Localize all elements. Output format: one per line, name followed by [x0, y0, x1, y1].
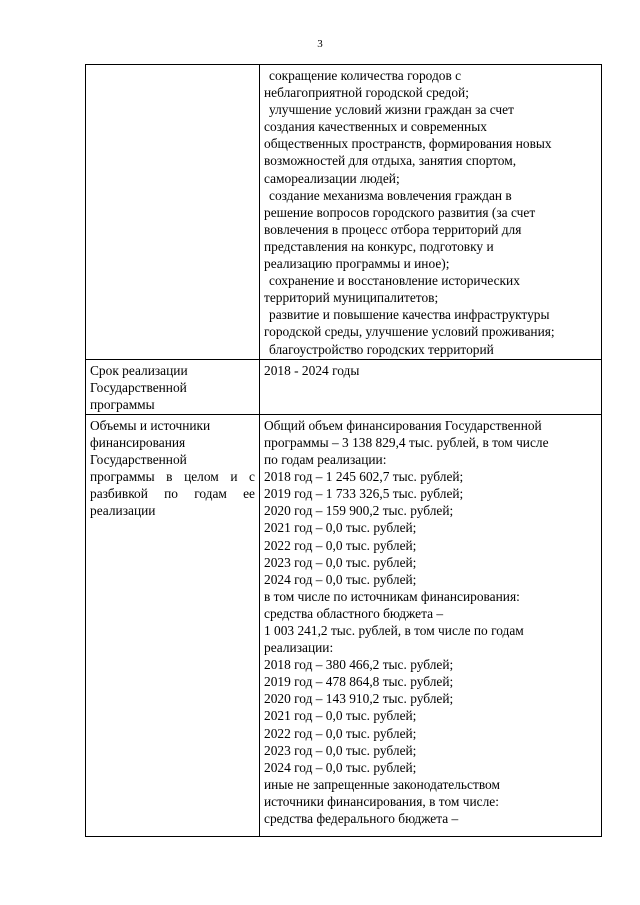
content-line: 2019 год – 478 864,8 тыс. рублей; [264, 674, 454, 690]
row-content-cell [260, 414, 602, 836]
table-row-financing [86, 414, 602, 836]
row-label-cell [86, 359, 260, 414]
content-line: иные не запрещенные законодательством [264, 776, 500, 792]
label-line: программы в целом и с [90, 469, 255, 485]
label-line: реализации [90, 503, 156, 519]
content-line: средства федерального бюджета – [264, 811, 459, 827]
content-line: возможностей для отдыха, занятия спортом, [264, 153, 517, 169]
content-line: средства областного бюджета – [264, 605, 444, 621]
row-content-cell [260, 359, 602, 414]
row-label-cell [86, 414, 260, 836]
content-line: Общий объем финансирования Государственной [264, 417, 542, 433]
content-line: 2021 год – 0,0 тыс. рублей; [264, 708, 417, 724]
content-line: сохранение и восстановление исторических [269, 273, 520, 289]
label-line: программы [90, 396, 155, 412]
content-line: 2018 - 2024 годы [264, 362, 360, 378]
table-row-period [86, 359, 602, 414]
content-line: сокращение количества городов с [269, 68, 462, 83]
content-line: неблагоприятной городской средой; [264, 85, 469, 101]
passport-table [85, 64, 602, 837]
row-content-cell [260, 65, 602, 360]
content-line: создание механизма вовлечения граждан в [269, 187, 512, 203]
content-line: 2020 год – 159 900,2 тыс. рублей; [264, 503, 454, 519]
content-line: благоустройство городских территорий [269, 341, 494, 357]
label-line: Государственной [90, 379, 187, 395]
label-line: разбивкой по годам ее [90, 486, 255, 502]
content-line: 2021 год – 0,0 тыс. рублей; [264, 520, 417, 536]
content-line: 2023 год – 0,0 тыс. рублей; [264, 554, 417, 570]
content-line: вовлечения в процесс отбора территорий для [264, 221, 522, 237]
content-line: 2019 год – 1 733 326,5 тыс. рублей; [264, 486, 464, 502]
content-line: реализации: [264, 640, 334, 656]
content-line: самореализации людей; [264, 170, 400, 186]
content-line: представления на конкурс, подготовку и [264, 238, 494, 254]
content-line: реализацию программы и иное); [264, 256, 450, 272]
content-line: территорий муниципалитетов; [264, 290, 439, 306]
label-line: Государственной [90, 452, 187, 468]
row-label-cell [86, 65, 260, 360]
content-line: по годам реализации: [264, 452, 387, 468]
content-line: 2022 год – 0,0 тыс. рублей; [264, 725, 417, 741]
content-line: 2020 год – 143 910,2 тыс. рублей; [264, 691, 454, 707]
label-line: финансирования [90, 434, 186, 450]
content-line: источники финансирования, в том числе: [264, 793, 499, 809]
content-line: городской среды, улучшение условий проживания; [264, 324, 555, 340]
label-line: Объемы и источники [90, 417, 211, 433]
content-line: создания качественных и современных [264, 119, 487, 135]
content-line: в том числе по источникам финансирования: [264, 588, 520, 604]
content-line: 2018 год – 1 245 602,7 тыс. рублей; [264, 469, 464, 485]
content-line: 2023 год – 0,0 тыс. рублей; [264, 742, 417, 758]
table-row-goals [86, 65, 602, 360]
content-line: развитие и повышение качества инфраструктуры [269, 307, 550, 323]
content-line: программы – 3 138 829,4 тыс. рублей, в том числе [264, 434, 549, 450]
label-line: Срок реализации [90, 362, 188, 378]
content-line: 2018 год – 380 466,2 тыс. рублей; [264, 657, 454, 673]
content-line: решение вопросов городского развития (за счет [264, 204, 536, 220]
content-line: 2022 год – 0,0 тыс. рублей; [264, 537, 417, 553]
content-line: улучшение условий жизни граждан за счет [269, 102, 514, 118]
page-number: 3 [317, 38, 323, 50]
content-line: общественных пространств, формирования новых [264, 136, 552, 152]
content-line: 2024 год – 0,0 тыс. рублей; [264, 759, 417, 775]
content-line: 1 003 241,2 тыс. рублей, в том числе по годам [264, 623, 524, 638]
content-line: 2024 год – 0,0 тыс. рублей; [264, 571, 417, 587]
